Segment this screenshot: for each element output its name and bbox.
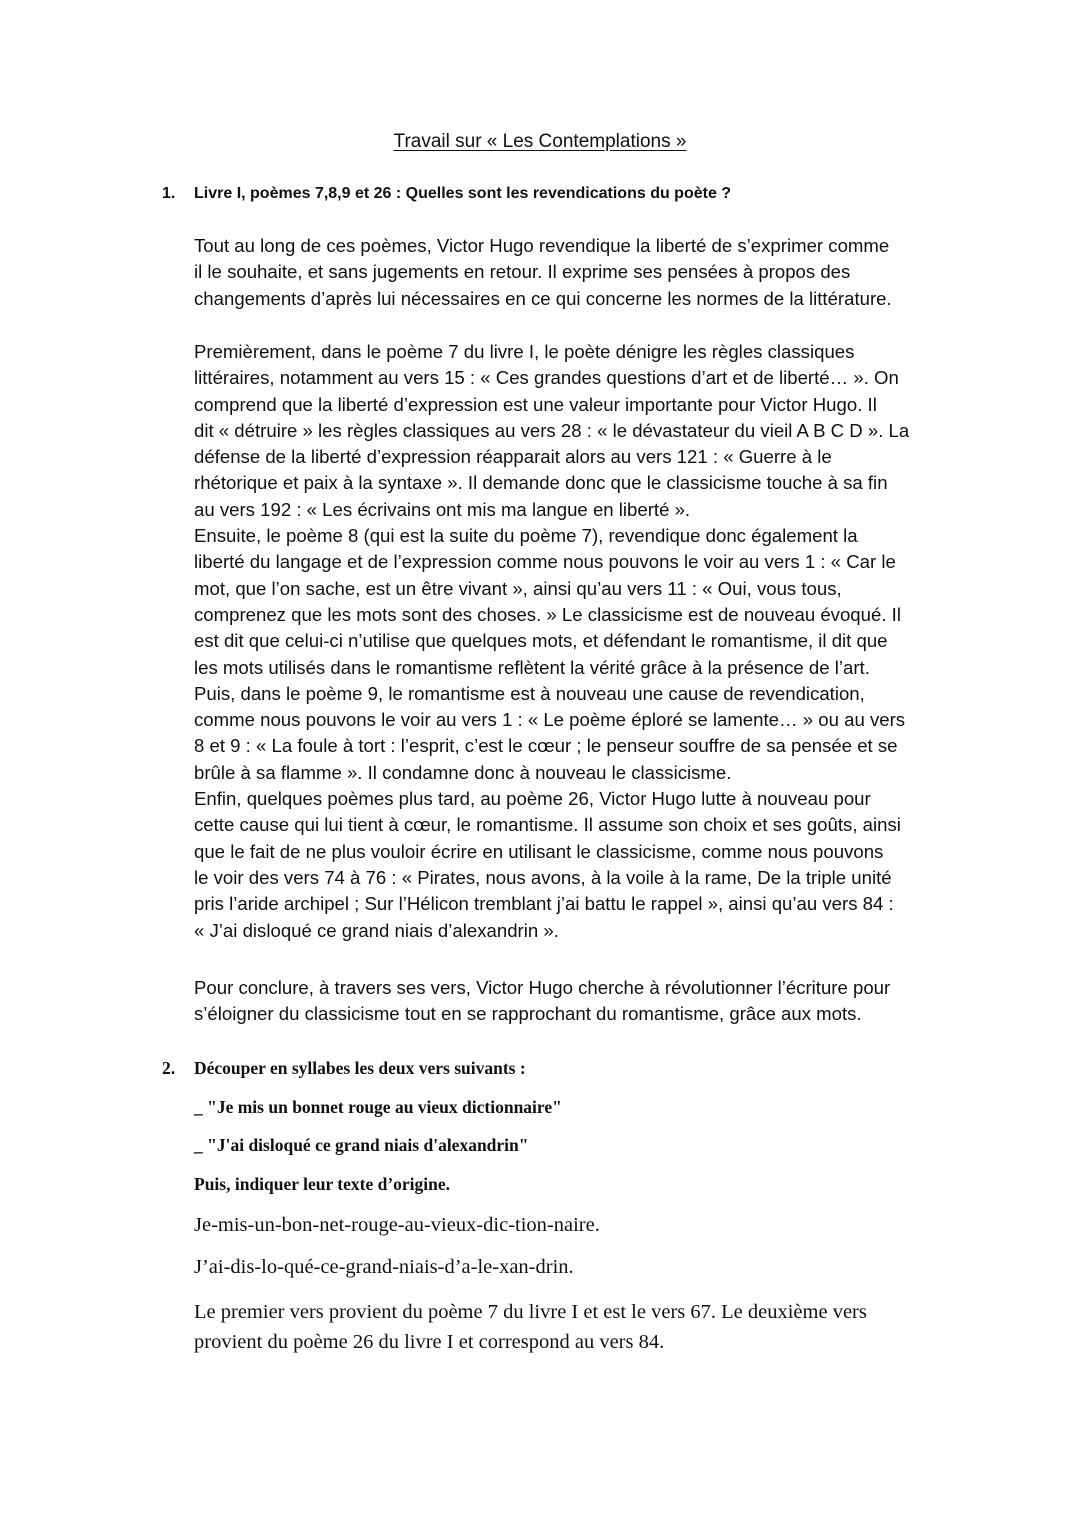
text-line: mot, que l’on sache, est un être vivant », ainsi qu’au vers 11 : « Oui, vous tous, <box>194 577 842 599</box>
text-line: les mots utilisés dans le romantisme reflètent la vérité grâce à la présence de l’art. <box>194 656 870 678</box>
text-line: comme nous pouvons le voir au vers 1 : « Le poème éploré se lamente… » ou au vers <box>194 709 906 731</box>
text-line: brûle à sa flamme ». Il condamne donc à nouveau le classicisme. <box>194 761 732 783</box>
question-1-text: Livre I, poèmes 7,8,9 et 26 : Quelles sont les revendications du poète ? <box>194 185 732 202</box>
text-line: Puis, dans le poème 9, le romantisme est à nouveau une cause de revendication, <box>194 682 865 704</box>
text-line: « J’ai disloqué ce grand niais d’alexandrin ». <box>194 919 559 941</box>
answer-1-conclusion <box>194 975 964 1028</box>
text-line: comprend que la liberté d’expression est une valeur importante pour Victor Hugo. Il <box>194 393 877 415</box>
text-line: littéraires, notamment au vers 15 : « Ces grandes questions d’art et de liberté… ». On <box>194 367 899 389</box>
text-line: Ensuite, le poème 8 (qui est la suite du poème 7), revendique donc également la <box>194 525 858 547</box>
answer-1-body <box>194 339 964 944</box>
question-2-number: 2. <box>162 1058 176 1078</box>
text-line: est dit que celui-ci n’utilise que quelques mots, et défendant le romantisme, il dit que <box>194 630 888 652</box>
text-line: rhétorique et paix à la syntaxe ». Il demande donc que le classicisme touche à sa fin <box>194 472 888 494</box>
text-line: dit « détruire » les règles classiques au vers 28 : « le dévastateur du vieil A B C D ». La <box>194 419 910 441</box>
text-line: Premièrement, dans le poème 7 du livre I, le poète dénigre les règles classiques <box>194 341 855 362</box>
text-line: comprenez que les mots sont des choses. » Le classicisme est de nouveau évoqué. Il <box>194 603 901 625</box>
text-line: il le souhaite, et sans jugements en retour. Il exprime ses pensées à propos des <box>194 261 851 283</box>
syllable-answer-2: J’ai-dis-lo-qué-ce-grand-niais-d’a-le-xan-drin. <box>194 1256 574 1278</box>
answer-1-intro <box>194 233 964 312</box>
text-line: pris l’aride archipel ; Sur l’Hélicon tremblant j’ai battu le rappel », ainsi qu’au vers 84 : <box>194 893 894 915</box>
syllable-answer-1: Je-mis-un-bon-net-rouge-au-vieux-dic-tion-naire. <box>194 1214 600 1236</box>
text-line: Enfin, quelques poèmes plus tard, au poème 26, Victor Hugo lutte à nouveau pour <box>194 788 871 810</box>
text-line: que le fait de ne plus vouloir écrire en utilisant le classicisme, comme nous pouvons <box>194 840 884 862</box>
text-line: Tout au long de ces poèmes, Victor Hugo revendique la liberté de s’exprimer comme <box>194 235 890 256</box>
text-line: s’éloigner du classicisme tout en se rapprochant du romantisme, grâce aux mots. <box>194 1003 862 1025</box>
text-line: Le premier vers provient du poème 7 du livre I et est le vers 67. Le deuxième vers <box>194 1301 867 1323</box>
document-title: Travail sur « Les Contemplations » <box>393 131 687 152</box>
text-line: au vers 192 : « Les écrivains ont mis ma langue en liberté ». <box>194 498 691 520</box>
question-2-verse-2: _ "J'ai disloqué ce grand niais d'alexandrin" <box>194 1135 529 1155</box>
question-2-verse-1: _ "Je mis un bonnet rouge au vieux dictionnaire" <box>194 1097 562 1117</box>
question-2-title: Découper en syllabes les deux vers suivants : <box>194 1058 526 1078</box>
question-2-instruction: Puis, indiquer leur texte d’origine. <box>194 1174 451 1194</box>
text-line: 8 et 9 : « La foule à tort : l’esprit, c’est le cœur ; le penseur souffre de sa pensée et se <box>194 735 898 757</box>
text-line: Pour conclure, à travers ses vers, Victor Hugo cherche à révolutionner l’écriture pour <box>194 977 891 998</box>
text-line: provient du poème 26 du livre I et correspond au vers 84. <box>194 1331 665 1353</box>
text-line: le voir des vers 74 à 76 : « Pirates, nous avons, à la voile à la rame, De la triple unité <box>194 866 892 888</box>
question-1-number: 1. <box>162 185 176 202</box>
answer-2-conclusion <box>194 1297 974 1357</box>
text-line: défense de la liberté d’expression réapparait alors au vers 121 : « Guerre à le <box>194 446 832 468</box>
text-line: liberté du langage et de l’expression comme nous pouvons le voir au vers 1 : « Car le <box>194 551 896 573</box>
text-line: changements d’après lui nécessaires en ce qui concerne les normes de la littérature. <box>194 287 892 309</box>
text-line: cette cause qui lui tient à cœur, le romantisme. Il assume son choix et ses goûts, ainsi <box>194 814 901 836</box>
